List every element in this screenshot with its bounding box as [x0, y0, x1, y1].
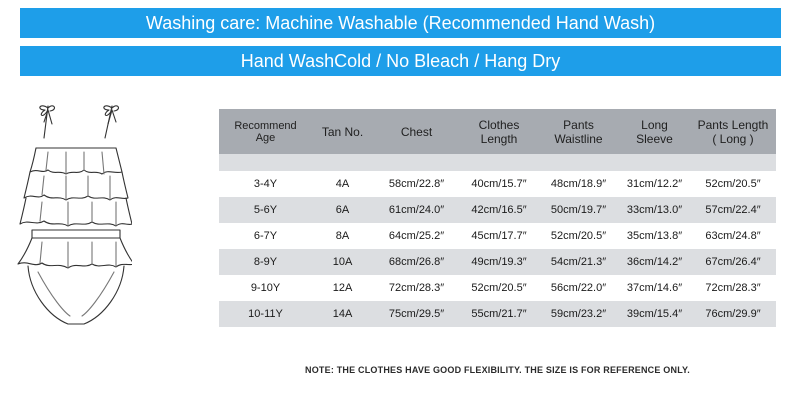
wash-instructions-banner: Hand WashCold / No Bleach / Hang Dry [20, 46, 781, 76]
table-row [219, 223, 776, 249]
table-header-row [219, 109, 776, 154]
header-tan-no: Tan No. [312, 109, 373, 154]
cell-pants-waistline: 50cm/19.7″ [538, 197, 619, 223]
header-clothes-length: Clothes Length [460, 109, 538, 154]
cell-pants-waistline: 52cm/20.5″ [550, 230, 607, 242]
cell-chest: 72cm/28.3″ [388, 282, 445, 294]
washing-care-banner: Washing care: Machine Washable (Recommended Hand Wash) [20, 8, 781, 38]
table-row [219, 171, 776, 197]
cell-pants-waistline: 56cm/22.0″ [550, 282, 607, 294]
cell-long-sleeve: 39cm/15.4″ [619, 301, 690, 327]
cell-clothes-length: 45cm/17.7″ [471, 230, 527, 242]
table-row [219, 275, 776, 301]
cell-tan-no: 10A [312, 249, 373, 275]
cell-tan-no: 8A [335, 230, 350, 242]
cell-tan-no: 12A [332, 282, 353, 294]
cell-pants-length: 57cm/22.4″ [690, 197, 776, 223]
cell-age: 9-10Y [250, 282, 281, 294]
table-row [219, 249, 776, 275]
cell-chest: 61cm/24.0″ [373, 197, 460, 223]
cell-chest: 58cm/22.8″ [388, 178, 445, 190]
cell-long-sleeve: 35cm/13.8″ [626, 230, 683, 242]
reference-note: NOTE: THE CLOTHES HAVE GOOD FLEXIBILITY. THE SIZE IS FOR REFERENCE ONLY. [305, 365, 690, 375]
cell-pants-length: 52cm/20.5″ [705, 178, 761, 190]
cell-long-sleeve: 33cm/13.0″ [619, 197, 690, 223]
table-row [219, 301, 776, 327]
header-pants-waistline: Pants Waistline [538, 109, 619, 154]
cell-age: 10-11Y [219, 301, 312, 327]
header-long-sleeve: Long Sleeve [619, 109, 690, 154]
cell-clothes-length: 40cm/15.7″ [471, 178, 527, 190]
cell-long-sleeve: 36cm/14.2″ [619, 249, 690, 275]
header-chest: Chest [373, 109, 460, 154]
cell-clothes-length: 49cm/19.3″ [460, 249, 538, 275]
header-recommend-age: Recommend Age [219, 109, 312, 154]
cell-clothes-length: 55cm/21.7″ [460, 301, 538, 327]
cell-clothes-length: 52cm/20.5″ [471, 282, 527, 294]
cell-tan-no: 6A [312, 197, 373, 223]
cell-long-sleeve: 31cm/12.2″ [626, 178, 683, 190]
cell-pants-length: 76cm/29.9″ [690, 301, 776, 327]
cell-tan-no: 4A [335, 178, 350, 190]
cell-age: 3-4Y [253, 178, 278, 190]
table-spacer-row [219, 154, 776, 171]
header-pants-length: Pants Length ( Long ) [690, 109, 776, 154]
cell-pants-length: 72cm/28.3″ [705, 282, 761, 294]
cell-pants-waistline: 59cm/23.2″ [538, 301, 619, 327]
cell-chest: 68cm/26.8″ [373, 249, 460, 275]
cell-chest: 75cm/29.5″ [373, 301, 460, 327]
cell-age: 8-9Y [219, 249, 312, 275]
cell-pants-length: 63cm/24.8″ [705, 230, 761, 242]
cell-tan-no: 14A [312, 301, 373, 327]
cell-pants-length: 67cm/26.4″ [690, 249, 776, 275]
cell-age: 6-7Y [253, 230, 278, 242]
size-chart-table [219, 109, 776, 327]
table-row [219, 197, 776, 223]
cell-chest: 64cm/25.2″ [388, 230, 445, 242]
cell-pants-waistline: 54cm/21.3″ [538, 249, 619, 275]
cell-clothes-length: 42cm/16.5″ [460, 197, 538, 223]
cell-long-sleeve: 37cm/14.6″ [626, 282, 683, 294]
cell-age: 5-6Y [219, 197, 312, 223]
cell-pants-waistline: 48cm/18.9″ [550, 178, 607, 190]
swimsuit-illustration-icon [12, 102, 132, 392]
